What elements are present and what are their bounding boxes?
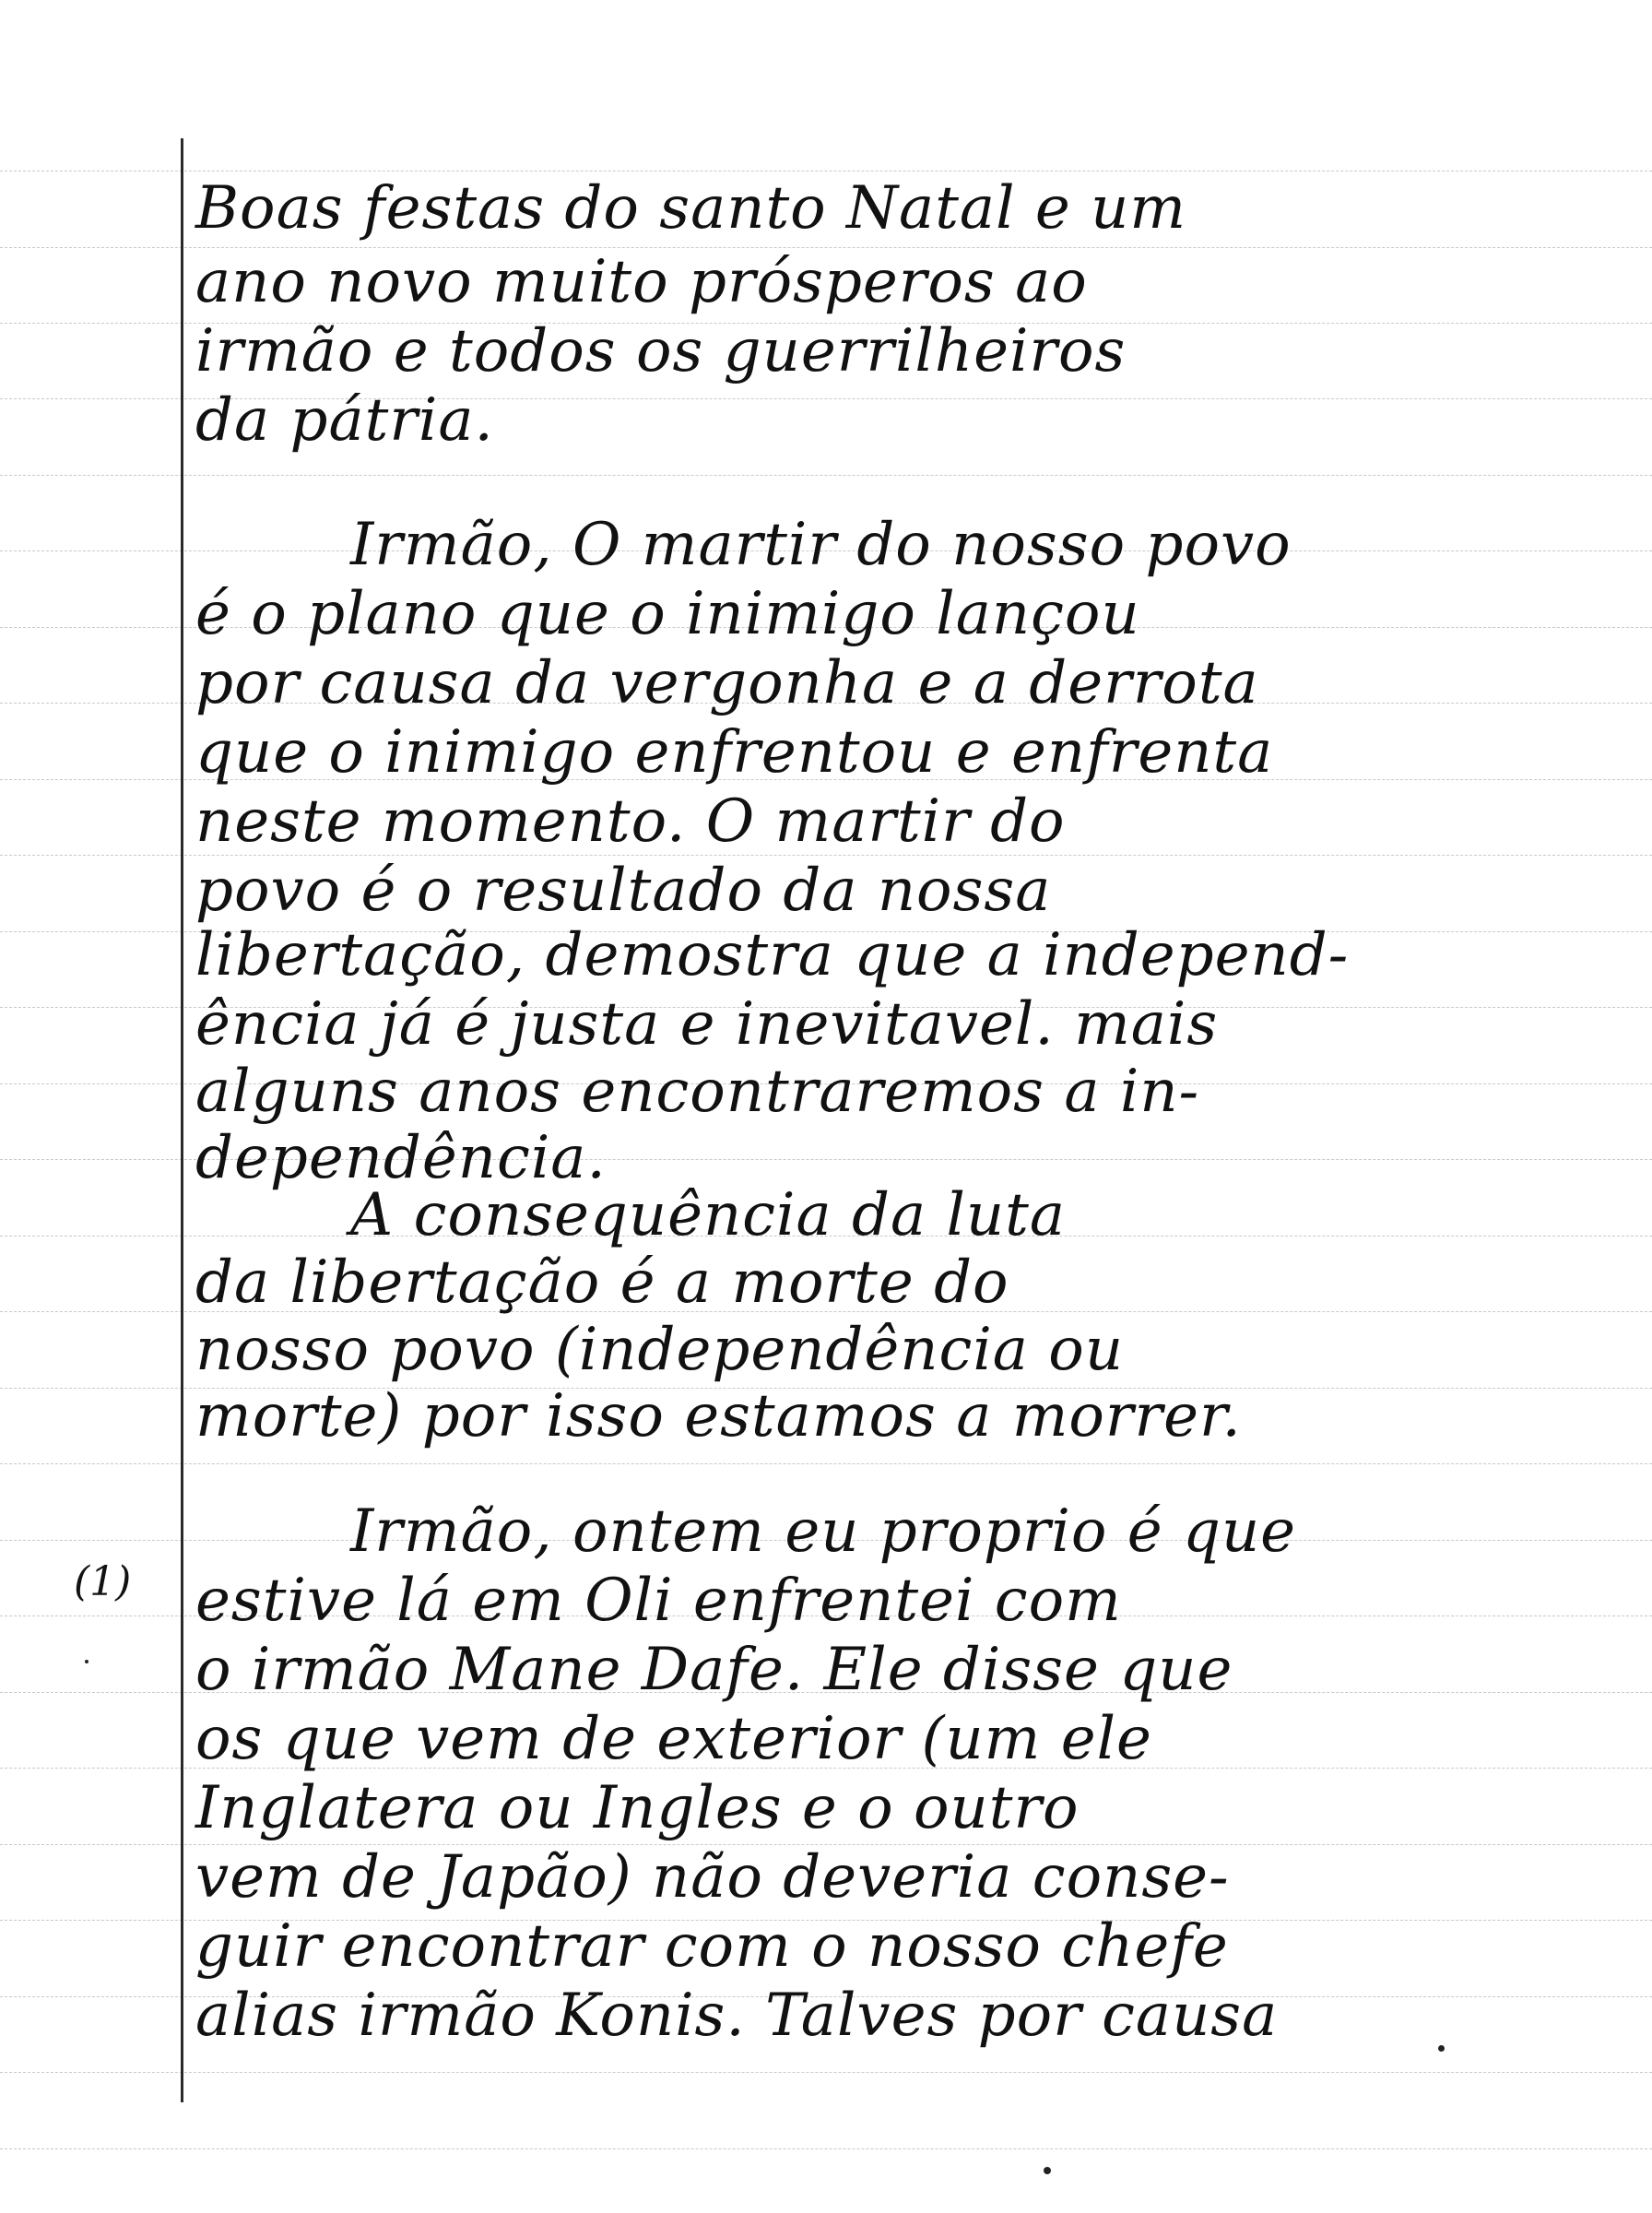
margin-line	[181, 138, 183, 2102]
margin-marker: (1)	[74, 1558, 132, 1605]
letter-line: por causa da vergonha e a derrota	[195, 649, 1259, 717]
letter-line: da libertação é a morte do	[195, 1249, 1009, 1317]
letter-line: os que vem de exterior (um ele	[195, 1705, 1152, 1773]
ruled-line	[0, 171, 1652, 172]
letter-line: libertação, demostra que a independ-	[195, 921, 1350, 989]
letter-line: é o plano que o inimigo lançou	[195, 580, 1140, 648]
letter-line: que o inimigo enfrentou e enfrenta	[195, 718, 1274, 787]
letter-line: alias irmão Konis. Talves por causa	[195, 1982, 1279, 2050]
ruled-line	[0, 475, 1652, 476]
scan-speck	[85, 1660, 88, 1663]
letter-line: povo é o resultado da nossa	[195, 857, 1052, 925]
letter-line: dependência.	[195, 1124, 607, 1192]
ruled-line	[0, 2072, 1652, 2073]
letter-line: morte) por isso estamos a morrer.	[195, 1382, 1242, 1450]
letter-line: neste momento. O martir do	[195, 787, 1066, 856]
letter-line: ência já é justa e inevitavel. mais	[195, 990, 1219, 1059]
scan-speck	[1044, 2167, 1051, 2174]
letter-line: ano novo muito prósperos ao	[195, 248, 1088, 316]
ruled-line	[0, 1463, 1652, 1464]
scan-speck	[1438, 2045, 1445, 2052]
letter-line: o irmão Mane Dafe. Ele disse que	[195, 1636, 1233, 1704]
ruled-line	[0, 2148, 1652, 2149]
letter-line: alguns anos encontraremos a in-	[195, 1058, 1200, 1126]
letter-line: Boas festas do santo Natal e um	[195, 174, 1186, 243]
letter-line: nosso povo (independência ou	[195, 1316, 1125, 1384]
letter-line: da pátria.	[195, 386, 494, 455]
letter-line: A consequência da luta	[350, 1181, 1066, 1249]
letter-line: Inglatera ou Ingles e o outro	[195, 1774, 1080, 1842]
letter-line: guir encontrar com o nosso chefe	[195, 1912, 1229, 1981]
letter-line: Irmão, ontem eu proprio é que	[350, 1497, 1297, 1566]
letter-line: estive lá em Oli enfrentei com	[195, 1567, 1122, 1635]
letter-line: irmão e todos os guerrilheiros	[195, 317, 1127, 385]
letter-line: vem de Japão) não deveria conse-	[195, 1843, 1230, 1911]
letter-line: Irmão, O martir do nosso povo	[350, 511, 1292, 579]
